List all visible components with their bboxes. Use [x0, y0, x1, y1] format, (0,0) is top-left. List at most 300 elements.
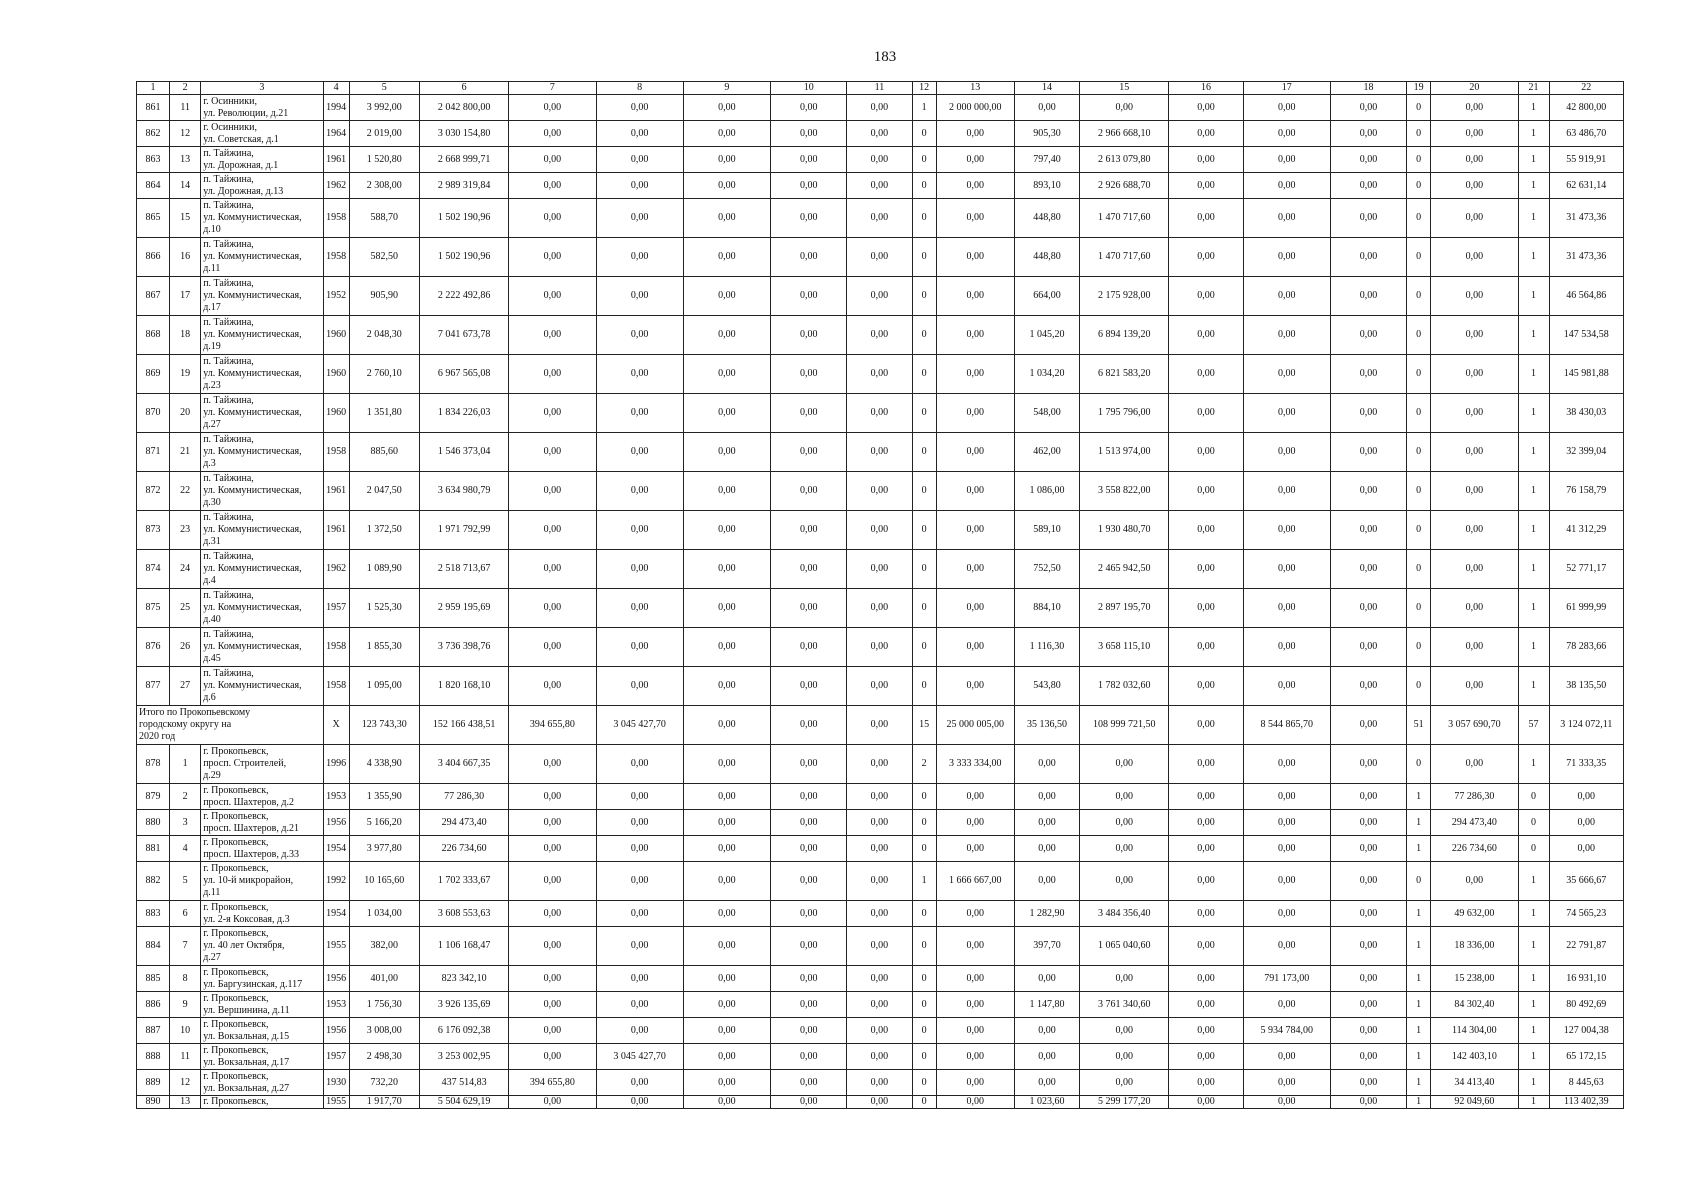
address-cell	[201, 667, 323, 706]
table-cell: 1	[1518, 173, 1549, 199]
table-cell: 0	[1407, 511, 1431, 550]
table-cell: 1	[1407, 1070, 1431, 1096]
table-cell: 1	[1407, 992, 1431, 1018]
table-cell: 1954	[323, 901, 349, 927]
table-cell: 0,00	[936, 992, 1014, 1018]
table-cell: 589,10	[1014, 511, 1079, 550]
table-cell: 877	[137, 667, 170, 706]
address-line: п. Тайжина,	[203, 200, 254, 211]
table-cell: 1961	[323, 511, 349, 550]
table-cell: 0,00	[1330, 394, 1406, 433]
table-cell: 0,00	[1169, 992, 1243, 1018]
table-row	[137, 550, 1624, 589]
address-cell	[201, 550, 323, 589]
table-cell: 0,00	[509, 316, 596, 355]
table-cell: 0,00	[596, 147, 683, 173]
address-line: ул. Революции, д.21	[203, 107, 289, 119]
column-number-header	[137, 82, 1624, 95]
table-row	[137, 316, 1624, 355]
table-cell: 1961	[323, 472, 349, 511]
table-cell: 0	[1407, 95, 1431, 121]
table-cell: 2 019,00	[349, 121, 419, 147]
address-line: д.40	[203, 614, 221, 625]
table-cell: 0,00	[1330, 472, 1406, 511]
table-row	[137, 355, 1624, 394]
table-cell: 1	[1518, 355, 1549, 394]
table-cell: 0,00	[1330, 810, 1406, 836]
table-cell: 1 106 168,47	[419, 927, 508, 966]
table-cell: 15	[170, 199, 201, 238]
table-cell: 0,00	[1243, 901, 1330, 927]
table-cell: 10	[170, 1018, 201, 1044]
table-cell: 0,00	[771, 966, 847, 992]
table-cell: 823 342,10	[419, 966, 508, 992]
table-cell: 55 919,91	[1549, 147, 1623, 173]
header-cell: 7	[509, 82, 596, 95]
table-cell: 1	[1518, 1018, 1549, 1044]
address-cell	[201, 745, 323, 784]
address-line: п. Тайжина,	[203, 239, 254, 250]
table-cell: 25	[170, 589, 201, 628]
table-cell: 19	[170, 355, 201, 394]
table-cell: 0,00	[1330, 95, 1406, 121]
table-cell: 0,00	[936, 1096, 1014, 1109]
address-line: ул. Коммунистическая,	[203, 290, 302, 301]
table-cell: 2 000 000,00	[936, 95, 1014, 121]
table-cell: 1996	[323, 745, 349, 784]
table-cell: 0,00	[936, 511, 1014, 550]
address-line: ул. Коммунистическая,	[203, 641, 302, 652]
address-line: п. Тайжина,	[203, 278, 254, 289]
table-cell: 1958	[323, 199, 349, 238]
table-cell: 0,00	[771, 121, 847, 147]
table-cell: 880	[137, 810, 170, 836]
table-cell: 0,00	[1243, 589, 1330, 628]
table-cell: 0,00	[509, 394, 596, 433]
table-cell: 0	[1407, 147, 1431, 173]
table-cell: 0,00	[683, 966, 770, 992]
table-cell: 0,00	[936, 836, 1014, 862]
table-cell: 0,00	[683, 199, 770, 238]
address-cell	[201, 810, 323, 836]
table-cell: 15 238,00	[1431, 966, 1518, 992]
table-row	[137, 589, 1624, 628]
table-cell: 0,00	[771, 784, 847, 810]
table-cell: 0,00	[1080, 836, 1169, 862]
table-cell: 0,00	[771, 550, 847, 589]
address-line: ул. Коммунистическая,	[203, 680, 302, 691]
table-row	[137, 1018, 1624, 1044]
table-cell: 882	[137, 862, 170, 901]
address-line: 2020 год	[139, 731, 176, 742]
table-cell: 3 404 667,35	[419, 745, 508, 784]
table-cell: 0,00	[936, 238, 1014, 277]
table-cell: 887	[137, 1018, 170, 1044]
address-cell	[201, 1018, 323, 1044]
table-cell: 0,00	[1243, 173, 1330, 199]
address-line: ул. Коммунистическая,	[203, 602, 302, 613]
table-cell: 0,00	[847, 147, 912, 173]
table-cell: 0,00	[683, 147, 770, 173]
table-cell: 147 534,58	[1549, 316, 1623, 355]
table-cell: 2 042 800,00	[419, 95, 508, 121]
address-cell	[201, 628, 323, 667]
table-cell: 3 634 980,79	[419, 472, 508, 511]
table-cell: 1 086,00	[1014, 472, 1079, 511]
table-cell: 0,00	[1330, 199, 1406, 238]
address-line: г. Прокопьевск,	[203, 810, 269, 822]
table-cell: 1	[1407, 1018, 1431, 1044]
table-cell: 0,00	[771, 992, 847, 1018]
address-cell	[201, 199, 323, 238]
table-cell: 12	[170, 121, 201, 147]
table-cell: 38 430,03	[1549, 394, 1623, 433]
table-cell: 0,00	[936, 901, 1014, 927]
table-cell: 1957	[323, 1044, 349, 1070]
table-cell: 23	[170, 511, 201, 550]
table-cell: 1 502 190,96	[419, 238, 508, 277]
table-cell: 21	[170, 433, 201, 472]
table-cell: 0,00	[1431, 316, 1518, 355]
table-cell: 145 981,88	[1549, 355, 1623, 394]
table-cell: 752,50	[1014, 550, 1079, 589]
address-line: г. Прокопьевск,	[203, 992, 269, 1004]
table-cell: 0,00	[771, 433, 847, 472]
table-cell: 0	[912, 316, 936, 355]
table-cell: 0,00	[509, 238, 596, 277]
table-cell: 1958	[323, 238, 349, 277]
table-cell: 0,00	[1169, 745, 1243, 784]
table-cell: 52 771,17	[1549, 550, 1623, 589]
address-line: ул. Дорожная, д.13	[203, 185, 284, 197]
table-cell: 80 492,69	[1549, 992, 1623, 1018]
table-cell: 0	[912, 472, 936, 511]
table-cell: 0,00	[847, 810, 912, 836]
table-cell: 1 045,20	[1014, 316, 1079, 355]
table-cell: 0,00	[847, 394, 912, 433]
table-cell: 0,00	[936, 433, 1014, 472]
subtotal-cell: 0,00	[1169, 706, 1243, 745]
address-cell	[201, 927, 323, 966]
table-cell: 0	[1407, 121, 1431, 147]
table-cell: 0,00	[596, 173, 683, 199]
table-cell: 9	[170, 992, 201, 1018]
table-cell: 3 253 002,95	[419, 1044, 508, 1070]
table-cell: 0,00	[771, 927, 847, 966]
table-cell: 1	[912, 95, 936, 121]
table-cell: 0,00	[1014, 1070, 1079, 1096]
table-cell: 0,00	[1431, 95, 1518, 121]
subtotal-cell: 108 999 721,50	[1080, 706, 1169, 745]
table-cell: 1992	[323, 862, 349, 901]
table-cell: 0,00	[683, 745, 770, 784]
table-row	[137, 901, 1624, 927]
table-cell: 2 989 319,84	[419, 173, 508, 199]
table-cell: 889	[137, 1070, 170, 1096]
table-cell: 0,00	[1169, 95, 1243, 121]
table-cell: 2 518 713,67	[419, 550, 508, 589]
table-cell: 0,00	[509, 511, 596, 550]
table-cell: 0	[912, 550, 936, 589]
table-cell: 0,00	[596, 121, 683, 147]
table-cell: 1 502 190,96	[419, 199, 508, 238]
subtotal-cell: 394 655,80	[509, 706, 596, 745]
table-cell: 1	[1518, 277, 1549, 316]
table-cell: 7 041 673,78	[419, 316, 508, 355]
table-cell: 1	[1407, 784, 1431, 810]
table-cell: 0,00	[509, 433, 596, 472]
table-cell: 1954	[323, 836, 349, 862]
table-cell: 0,00	[1169, 277, 1243, 316]
table-cell: 0,00	[1014, 966, 1079, 992]
table-cell: 871	[137, 433, 170, 472]
table-cell: 0,00	[1080, 784, 1169, 810]
table-cell: 0	[912, 1096, 936, 1109]
table-cell: 905,30	[1014, 121, 1079, 147]
table-cell: 0,00	[1169, 121, 1243, 147]
table-cell: 24	[170, 550, 201, 589]
address-line: ул. Коммунистическая,	[203, 329, 302, 340]
table-cell: 0,00	[1330, 992, 1406, 1018]
table-cell: 3 926 135,69	[419, 992, 508, 1018]
table-cell: 0,00	[771, 810, 847, 836]
subtotal-cell: 0,00	[771, 706, 847, 745]
table-cell: 0,00	[771, 1070, 847, 1096]
table-cell: 1	[1518, 1096, 1549, 1109]
table-cell: 0,00	[847, 95, 912, 121]
table-cell: 0	[1407, 355, 1431, 394]
table-cell: 0	[912, 784, 936, 810]
table-cell: 0,00	[847, 836, 912, 862]
table-cell: 0,00	[596, 862, 683, 901]
table-cell: 0,00	[596, 199, 683, 238]
table-cell: 0,00	[1243, 667, 1330, 706]
table-cell: 0,00	[1330, 784, 1406, 810]
table-cell: 0,00	[1014, 1018, 1079, 1044]
table-cell: 0,00	[1243, 836, 1330, 862]
table-cell: 0,00	[1549, 784, 1623, 810]
table-cell: 0,00	[1080, 810, 1169, 836]
table-cell: 0,00	[1330, 1096, 1406, 1109]
address-line: д.19	[203, 341, 221, 352]
address-line: д.17	[203, 302, 221, 313]
table-cell: 0,00	[1330, 628, 1406, 667]
table-cell: 0,00	[1014, 862, 1079, 901]
table-cell: 0	[912, 927, 936, 966]
table-cell: 46 564,86	[1549, 277, 1623, 316]
table-cell: 884,10	[1014, 589, 1079, 628]
table-cell: 0,00	[1169, 862, 1243, 901]
table-cell: 0,00	[1243, 862, 1330, 901]
table-cell: 0,00	[1330, 550, 1406, 589]
subtotal-cell: 35 136,50	[1014, 706, 1079, 745]
table-cell: 0	[912, 199, 936, 238]
table-cell: 1	[1518, 901, 1549, 927]
table-cell: 0,00	[1243, 628, 1330, 667]
table-cell: 1 820 168,10	[419, 667, 508, 706]
table-cell: 1	[1518, 589, 1549, 628]
header-cell: 1	[137, 82, 170, 95]
table-cell: 1 513 974,00	[1080, 433, 1169, 472]
table-cell: 862	[137, 121, 170, 147]
table-cell: 0,00	[596, 1096, 683, 1109]
table-cell: 0,00	[509, 355, 596, 394]
table-cell: 34 413,40	[1431, 1070, 1518, 1096]
table-cell: 12	[170, 1070, 201, 1096]
table-row	[137, 199, 1624, 238]
table-cell: 0,00	[1169, 927, 1243, 966]
address-line: ул. Коммунистическая,	[203, 368, 302, 379]
table-cell: 0,00	[683, 316, 770, 355]
table-cell: 1	[1518, 121, 1549, 147]
table-cell: 1960	[323, 355, 349, 394]
table-cell: 0,00	[1431, 628, 1518, 667]
table-cell: 0,00	[1330, 862, 1406, 901]
table-cell: 4	[170, 836, 201, 862]
table-cell: 1	[1407, 901, 1431, 927]
table-row	[137, 95, 1624, 121]
address-cell	[201, 511, 323, 550]
table-cell: 0,00	[683, 901, 770, 927]
table-cell: 0,00	[1169, 784, 1243, 810]
table-cell: 31 473,36	[1549, 238, 1623, 277]
table-cell: 38 135,50	[1549, 667, 1623, 706]
table-cell: 142 403,10	[1431, 1044, 1518, 1070]
table-cell: 0,00	[771, 277, 847, 316]
table-cell: 65 172,15	[1549, 1044, 1623, 1070]
table-row	[137, 745, 1624, 784]
table-cell: 3 558 822,00	[1080, 472, 1169, 511]
table-cell: 0	[912, 355, 936, 394]
table-cell: 0	[912, 966, 936, 992]
table-cell: 0	[912, 394, 936, 433]
table-cell: 18 336,00	[1431, 927, 1518, 966]
table-cell: 866	[137, 238, 170, 277]
table-cell: 0,00	[1431, 173, 1518, 199]
table-cell: 0	[912, 121, 936, 147]
table-cell: 2 926 688,70	[1080, 173, 1169, 199]
address-cell	[201, 121, 323, 147]
table-cell: 0,00	[683, 277, 770, 316]
table-cell: 1955	[323, 927, 349, 966]
table-cell: 886	[137, 992, 170, 1018]
table-cell: 0,00	[1080, 966, 1169, 992]
address-line: г. Прокопьевск,	[203, 901, 269, 913]
table-cell: 127 004,38	[1549, 1018, 1623, 1044]
table-cell: 41 312,29	[1549, 511, 1623, 550]
address-cell	[201, 589, 323, 628]
table-cell: 2 498,30	[349, 1044, 419, 1070]
table-cell: 0,00	[683, 121, 770, 147]
subtotal-row	[137, 706, 1624, 745]
table-cell: 0,00	[596, 992, 683, 1018]
table-cell: 1962	[323, 173, 349, 199]
table-cell: 1	[1407, 966, 1431, 992]
table-row	[137, 667, 1624, 706]
table-cell: 0,00	[509, 628, 596, 667]
table-cell: 0,00	[1080, 95, 1169, 121]
table-cell: 0,00	[596, 784, 683, 810]
table-cell: 0,00	[1330, 511, 1406, 550]
table-row	[137, 784, 1624, 810]
table-cell: 0,00	[1431, 862, 1518, 901]
address-line: ул. Вокзальная, д.15	[203, 1030, 290, 1042]
table-cell: 0,00	[683, 1018, 770, 1044]
table-cell: 0,00	[771, 238, 847, 277]
table-cell: 0	[1518, 784, 1549, 810]
subtotal-cell: 152 166 438,51	[419, 706, 508, 745]
table-cell: 0,00	[596, 433, 683, 472]
table-cell: 0,00	[936, 784, 1014, 810]
address-line: д.27	[203, 952, 221, 963]
table-cell: 0,00	[936, 277, 1014, 316]
table-cell: 1956	[323, 810, 349, 836]
table-cell: 664,00	[1014, 277, 1079, 316]
table-cell: 0,00	[1431, 238, 1518, 277]
table-cell: 17	[170, 277, 201, 316]
table-cell: 0,00	[771, 95, 847, 121]
table-row	[137, 121, 1624, 147]
table-cell: 2 966 668,10	[1080, 121, 1169, 147]
table-cell: 0,00	[683, 1070, 770, 1096]
table-cell: 0	[912, 238, 936, 277]
header-cell: 10	[771, 82, 847, 95]
table-cell: 0,00	[1330, 121, 1406, 147]
table-cell: 0,00	[771, 472, 847, 511]
table-cell: 0,00	[1169, 511, 1243, 550]
table-cell: 863	[137, 147, 170, 173]
table-cell: 1	[1518, 927, 1549, 966]
address-line: п. Тайжина,	[203, 590, 254, 601]
table-cell: 0,00	[1169, 1044, 1243, 1070]
table-cell: 2 897 195,70	[1080, 589, 1169, 628]
table-cell: 0,00	[1243, 355, 1330, 394]
table-cell: 0,00	[1330, 355, 1406, 394]
table-cell: 0,00	[1330, 316, 1406, 355]
table-cell: 0,00	[847, 355, 912, 394]
table-cell: 588,70	[349, 199, 419, 238]
address-line: д.3	[203, 458, 216, 469]
table-cell: 294 473,40	[1431, 810, 1518, 836]
table-cell: 0,00	[509, 173, 596, 199]
table-cell: 0	[1407, 667, 1431, 706]
table-cell: 0,00	[509, 745, 596, 784]
table-cell: 0,00	[509, 966, 596, 992]
table-cell: 1 034,20	[1014, 355, 1079, 394]
table-cell: 0,00	[596, 394, 683, 433]
table-cell: 0,00	[596, 238, 683, 277]
table-cell: 0,00	[596, 966, 683, 992]
table-cell: 864	[137, 173, 170, 199]
table-cell: 0	[1407, 862, 1431, 901]
table-cell: 0,00	[1330, 927, 1406, 966]
table-cell: 0	[912, 589, 936, 628]
table-cell: 0,00	[1169, 589, 1243, 628]
table-cell: 0,00	[1330, 1018, 1406, 1044]
table-cell: 0,00	[683, 628, 770, 667]
header-cell: 14	[1014, 82, 1079, 95]
address-line: п. Тайжина,	[203, 356, 254, 367]
table-cell: 0,00	[509, 862, 596, 901]
table-cell: 2	[170, 784, 201, 810]
table-cell: 0,00	[683, 836, 770, 862]
table-cell: 394 655,80	[509, 1070, 596, 1096]
table-cell: 1955	[323, 1096, 349, 1109]
table-cell: 1	[1518, 394, 1549, 433]
table-cell: 0	[912, 173, 936, 199]
table-cell: 0,00	[683, 511, 770, 550]
address-line: п. Тайжина,	[203, 473, 254, 484]
